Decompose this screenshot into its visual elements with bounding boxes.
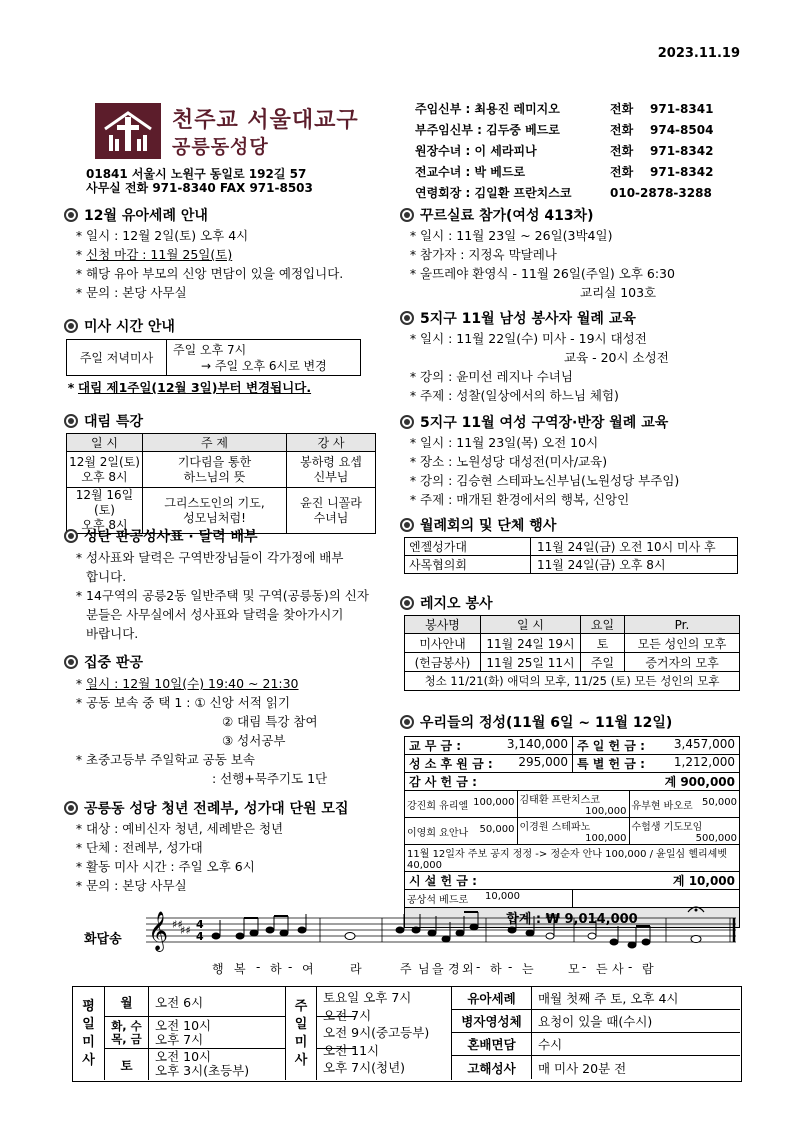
info-line: 공동 보속 중 택 1 : xyxy=(86,695,191,710)
youth-section xyxy=(64,799,404,895)
advent-lecture-section xyxy=(64,412,394,534)
correction-note: 11월 12일자 주보 공지 정정 -> 정순자 안나 100,000 / 윤일심 헬리셰벳 40,000 xyxy=(405,845,739,872)
lyric-syllable: 경 xyxy=(448,962,460,976)
lecture-date: 12월 16일(토) xyxy=(75,488,134,517)
office-contact: 사무실 전화 971-8340 FAX 971-8503 xyxy=(86,181,313,195)
staff-row xyxy=(415,140,745,161)
info-line: 활동 미사 시간 : 주일 오후 6시 xyxy=(86,859,255,874)
infant-baptism-section xyxy=(64,206,394,302)
section-bullet-icon xyxy=(64,208,78,222)
mass-time-table xyxy=(66,339,361,376)
schedule-row xyxy=(105,1017,355,1049)
asterisk-icon: * xyxy=(409,492,417,507)
phone-number: 974-8504 xyxy=(650,122,714,137)
donor-amount: 50,000 xyxy=(702,796,737,808)
table-row xyxy=(405,872,740,890)
asterisk-icon: * xyxy=(409,454,417,469)
staff-row xyxy=(415,182,745,203)
lyric-syllable: 사 xyxy=(612,962,624,976)
lyric-syllable: 행 xyxy=(212,962,224,976)
service-praesidium: 증거자의 모후 xyxy=(625,653,740,672)
service-date: 11월 25일 11시 xyxy=(481,653,581,672)
staff-row xyxy=(415,119,745,140)
sunday-schedule xyxy=(323,989,453,1077)
section-title: 월례회의 및 단체 행사 xyxy=(420,518,557,534)
donor-amount: 10,000 xyxy=(485,891,520,902)
meeting-name: 엔젤성가대 xyxy=(405,538,531,556)
info-line: 분들은 사무실에서 성사표와 달력을 찾아가시기 xyxy=(86,607,344,622)
offering-label: 특 별 헌 금 : xyxy=(577,757,645,771)
info-line: ③ 성서공부 xyxy=(222,733,286,748)
lecture-speaker: 봉하령 요셉 xyxy=(300,454,362,469)
offering-section xyxy=(400,713,745,928)
asterisk-icon: * xyxy=(75,859,83,874)
label-char: 사 xyxy=(294,1052,308,1068)
schedule-time: 토요일 오후 7시 xyxy=(323,990,412,1005)
section-bullet-icon xyxy=(400,311,414,325)
offering-value: 3,457,000 xyxy=(673,737,735,751)
info-line: 대상 : 예비신자 청년, 세례받은 청년 xyxy=(86,821,284,836)
donor-name: 유부현 바오로 xyxy=(631,800,693,812)
section-bullet-icon xyxy=(400,518,414,532)
lyric-syllable: 라 xyxy=(350,962,362,976)
table-row xyxy=(405,773,740,791)
donor-name: 강진희 유리엘 xyxy=(407,800,469,812)
lecture-topic: 하느님의 뜻 xyxy=(183,469,246,484)
info-line: 단체 : 전례부, 성가대 xyxy=(86,840,203,855)
calendar-section xyxy=(64,527,394,643)
mass-time-section xyxy=(64,317,394,397)
church-name-sub: 공릉동성당 xyxy=(172,136,269,158)
info-line: 일시 : 11월 22일(수) 미사 - 19시 대성전 xyxy=(420,331,647,346)
section-bullet-icon xyxy=(64,529,78,543)
lecture-speaker: 수녀님 xyxy=(313,510,349,525)
lecture-speaker: 윤진 니꼴라 xyxy=(300,495,362,510)
info-line: ① 신앙 서적 읽기 xyxy=(194,695,291,710)
donor-name: 김태환 프란치스코 xyxy=(519,795,600,806)
psalm-lyrics xyxy=(212,960,732,977)
donor-name: 공상석 베드로 xyxy=(407,895,469,906)
section-title: 우리들의 정성(11월 6일 ~ 11월 12일) xyxy=(420,715,673,731)
asterisk-icon: * xyxy=(75,821,83,836)
lyric-syllable: - xyxy=(508,960,513,974)
section-bullet-icon xyxy=(400,596,414,610)
lecture-topic: 성모님처럼! xyxy=(183,510,246,525)
facility-label: 시 설 헌 금 : xyxy=(409,874,477,888)
service-name: (헌금봉사) xyxy=(405,653,481,672)
thanks-donors xyxy=(405,791,739,871)
lyric-syllable: 하 xyxy=(270,962,282,976)
table-row xyxy=(405,755,740,773)
label-char: 미 xyxy=(294,1034,308,1050)
asterisk-icon: * xyxy=(67,380,75,395)
lyric-syllable: 외 xyxy=(462,962,474,976)
sacrament-row xyxy=(452,1010,740,1033)
info-line: 신청 마감 : 11월 25일(토) xyxy=(86,247,233,262)
asterisk-icon: * xyxy=(409,266,417,281)
meeting-name: 사목협의회 xyxy=(405,556,531,574)
asterisk-icon: * xyxy=(75,840,83,855)
section-bullet-icon xyxy=(64,655,78,669)
lyric-syllable: 여 xyxy=(302,962,314,976)
svg-text:4: 4 xyxy=(196,930,204,943)
asterisk-icon: * xyxy=(75,695,83,710)
service-name: 미사안내 xyxy=(405,634,481,653)
schedule-time: 오전 11시 xyxy=(323,1042,380,1058)
section-bullet-icon xyxy=(400,415,414,429)
phone-number: 971-8342 xyxy=(650,143,714,158)
church-logo xyxy=(95,103,161,159)
section-bullet-icon xyxy=(64,414,78,428)
phone-number: 010-2878-3288 xyxy=(610,185,712,200)
staff-row xyxy=(415,98,745,119)
schedule-time: 오후 3시(초등부) xyxy=(155,1063,250,1078)
lyric-syllable: - xyxy=(582,960,587,974)
info-line: 주제 : 성찰(일상에서의 하느님 체험) xyxy=(420,388,619,403)
lyric-syllable: 을 xyxy=(432,962,444,976)
mass-after: → 주일 오후 6시로 변경 xyxy=(201,358,327,373)
sacrament-row xyxy=(452,987,740,1010)
info-line: 장소 : 노원성당 대성전(미사/교육) xyxy=(420,454,608,469)
donor-amount: 500,000 xyxy=(695,833,737,844)
table-header: 일 시 xyxy=(481,616,581,634)
asterisk-icon: * xyxy=(75,285,83,300)
sacrament-desc: 매 미사 20분 전 xyxy=(538,1060,627,1076)
lecture-table xyxy=(66,433,376,534)
section-bullet-icon xyxy=(400,208,414,222)
confession-section xyxy=(64,653,394,788)
lyric-syllable: 모 xyxy=(568,962,580,976)
sacrament-name: 병자영성체 xyxy=(452,1010,532,1032)
section-title: 집중 판공 xyxy=(84,655,143,671)
phone-label: 전화 xyxy=(610,144,634,158)
schedule-time: 오전 9시(중고등부) xyxy=(323,1025,430,1040)
info-line: 주제 : 매개된 환경에서의 행복, 신앙인 xyxy=(420,492,630,507)
asterisk-icon: * xyxy=(75,550,83,565)
info-line: 교육 - 20시 소성전 xyxy=(564,350,669,365)
church-address: 01841 서울시 노원구 동일로 192길 57 xyxy=(86,167,307,181)
schedule-time: 오전 10시 xyxy=(155,1018,212,1033)
table-header: Pr. xyxy=(625,616,740,634)
info-line: 일시 : 11월 23일 ~ 26일(3박4일) xyxy=(420,228,613,243)
facility-total: 계 10,000 xyxy=(672,874,735,888)
info-line: 성사표와 달력은 구역반장님들이 각가정에 배부 xyxy=(86,550,344,565)
lyric-syllable: - xyxy=(628,960,633,974)
asterisk-icon: * xyxy=(409,388,417,403)
women-education-section xyxy=(400,413,745,509)
section-title: 성탄 판공성사표 · 달력 배부 xyxy=(84,529,258,545)
info-line: 참가자 : 지정옥 막달레나 xyxy=(420,247,557,262)
schedule-day: 월 xyxy=(105,987,149,1016)
offering-value: 3,140,000 xyxy=(506,737,568,751)
church-address-block xyxy=(86,167,313,195)
legio-table xyxy=(404,615,740,691)
info-line: 강의 : 김승현 스테파노신부님(노원성당 부주임) xyxy=(420,473,680,488)
phone-number: 971-8341 xyxy=(650,101,714,116)
lyric-syllable: - xyxy=(476,960,481,974)
phone-label: 전화 xyxy=(610,123,634,137)
mass-change-cell xyxy=(167,340,361,376)
label-char: 평 xyxy=(82,998,95,1014)
donor-amount: 100,000 xyxy=(585,833,627,844)
donor-amount: 50,000 xyxy=(479,823,515,835)
sacrament-name: 고해성사 xyxy=(452,1056,532,1079)
table-header: 봉사명 xyxy=(405,616,481,634)
table-header: 강 사 xyxy=(287,434,376,452)
schedule-day: 토 xyxy=(105,1049,149,1080)
thanks-total: 계 900,000 xyxy=(664,775,735,789)
lyric-syllable: 하 xyxy=(490,962,502,976)
table-row xyxy=(405,737,740,755)
schedule-time: 오전 6시 xyxy=(155,994,204,1010)
sacrament-desc: 매월 첫째 주 토, 오후 4시 xyxy=(538,991,679,1006)
sacrament-row xyxy=(452,1056,740,1079)
lyric-syllable: 복 xyxy=(234,962,246,976)
sacrament-desc: 요청이 있을 때(수시) xyxy=(538,1014,653,1029)
info-line: 문의 : 본당 사무실 xyxy=(86,878,187,893)
section-title: 미사 시간 안내 xyxy=(84,319,175,335)
label-char: 미 xyxy=(82,1034,95,1050)
sacraments-table xyxy=(451,987,740,1080)
mass-change-note: 대림 제1주일(12월 3일)부터 변경됩니다. xyxy=(78,380,312,395)
asterisk-icon: * xyxy=(409,435,417,450)
schedule-time: 오전 10시 xyxy=(155,1049,212,1064)
info-line: 울뜨레야 환영식 - 11월 26일(주일) 오후 6:30 xyxy=(420,266,675,281)
donor-row xyxy=(405,818,739,845)
info-line: 일시 : 11월 23일(목) 오전 10시 xyxy=(420,435,599,450)
schedule-time: 오전 7시 xyxy=(323,1007,372,1023)
info-line: 해당 유아 부모의 신앙 면담이 있을 예정입니다. xyxy=(86,266,344,281)
section-title: 꾸르실료 참가(여성 413차) xyxy=(420,208,594,224)
label-char: 사 xyxy=(82,1052,95,1068)
bulletin-date: 2023.11.19 xyxy=(657,46,740,61)
asterisk-icon: * xyxy=(75,676,83,691)
service-date: 11월 24일 19시 xyxy=(481,634,581,653)
donor-amount: 100,000 xyxy=(585,806,627,817)
asterisk-icon: * xyxy=(75,588,83,603)
lyric-syllable: 든 xyxy=(596,962,608,976)
info-line: ② 대림 특강 참여 xyxy=(222,714,318,729)
svg-text:♯♯: ♯♯ xyxy=(172,918,183,931)
schedule-time: 오후 7시 xyxy=(155,1032,204,1047)
weekday-mass-label xyxy=(73,987,105,1080)
donor-name: 수험생 기도모임 xyxy=(631,822,703,833)
phone-label: 전화 xyxy=(610,102,634,116)
table-header: 일 시 xyxy=(67,434,143,452)
offering-value: 1,212,000 xyxy=(673,755,735,769)
service-day: 토 xyxy=(581,634,625,653)
donor-row xyxy=(405,845,739,872)
donor-name: 이경원 스테파노 xyxy=(519,822,591,833)
table-row xyxy=(405,672,740,691)
staff-role: 주임신부 : 최용진 레미지오 xyxy=(415,102,560,116)
info-line: 바랍니다. xyxy=(86,626,139,641)
meetings-table xyxy=(404,537,738,574)
sacrament-row xyxy=(452,1033,740,1056)
phone-label: 전화 xyxy=(610,165,634,179)
svg-text:𝄞: 𝄞 xyxy=(148,911,169,951)
meeting-time: 11월 24일(금) 오전 10시 미사 후 xyxy=(531,538,738,556)
asterisk-icon: * xyxy=(409,247,417,262)
church-name-main: 천주교 서울대교구 xyxy=(172,108,359,133)
service-praesidium: 모든 성인의 모후 xyxy=(625,634,740,653)
lyric-syllable: - xyxy=(288,960,293,974)
label-char: 일 xyxy=(82,1016,95,1032)
staff-role: 연령회장 : 김일환 프란치스코 xyxy=(415,186,572,200)
schedule-day: 화, 수 목, 금 xyxy=(105,1017,149,1048)
church-emblem-icon xyxy=(95,103,161,159)
cursillo-section xyxy=(400,206,745,302)
sacrament-name: 유아세례 xyxy=(452,987,532,1009)
sacrament-name: 혼배면담 xyxy=(452,1033,532,1055)
asterisk-icon: * xyxy=(75,878,83,893)
mass-schedule-box xyxy=(72,986,742,1082)
lyric-syllable: - xyxy=(256,960,261,974)
donor-row xyxy=(405,791,739,818)
asterisk-icon: * xyxy=(75,247,83,262)
staff-role: 원장수녀 : 이 세라피나 xyxy=(415,144,537,158)
table-row xyxy=(405,634,740,653)
grand-total: 합계 : ₩ 9,014,000 xyxy=(405,908,740,928)
info-line: 14구역의 공릉2동 일반주택 및 구역(공릉동)의 신자 xyxy=(86,588,369,603)
lecture-time: 오후 8시 xyxy=(81,469,128,484)
weekday-schedule xyxy=(105,987,355,1080)
asterisk-icon: * xyxy=(409,369,417,384)
info-line: 강의 : 윤미선 레지나 수녀님 xyxy=(420,369,573,384)
thanks-label: 감 사 헌 금 : xyxy=(409,775,477,789)
asterisk-icon: * xyxy=(409,473,417,488)
mass-before: 주일 오후 7시 xyxy=(173,342,247,357)
svg-text:4: 4 xyxy=(196,918,204,931)
info-line: 초중고등부 주일학교 공동 보속 xyxy=(86,752,255,767)
section-title: 공릉동 성당 청년 전례부, 성가대 단원 모집 xyxy=(84,801,349,817)
label-char: 주 xyxy=(294,998,308,1014)
table-row xyxy=(67,452,376,488)
schedule-row xyxy=(105,1049,355,1080)
legio-section xyxy=(400,594,745,691)
section-bullet-icon xyxy=(64,319,78,333)
sunday-mass-label xyxy=(285,987,317,1080)
info-line: 문의 : 본당 사무실 xyxy=(86,285,187,300)
asterisk-icon: * xyxy=(75,228,83,243)
lecture-topic: 그리스도인의 기도, xyxy=(164,495,265,510)
staff-row xyxy=(415,161,745,182)
men-education-section xyxy=(400,309,745,405)
asterisk-icon: * xyxy=(409,331,417,346)
info-line: : 선행+묵주기도 1단 xyxy=(212,771,328,786)
svg-text:♯♯: ♯♯ xyxy=(180,924,191,937)
table-header: 주 제 xyxy=(143,434,287,452)
staff-role: 전교수녀 : 박 베드로 xyxy=(415,165,526,179)
info-line: 일시 : 12월 10일(수) 19:40 ~ 21:30 xyxy=(86,676,299,691)
section-title: 5지구 11월 남성 봉사자 월례 교육 xyxy=(420,311,636,327)
section-title: 대림 특강 xyxy=(84,414,143,430)
table-row xyxy=(405,538,738,556)
offering-label: 주 일 헌 금 : xyxy=(577,739,645,753)
meetings-section xyxy=(400,516,745,574)
info-line: 일시 : 12월 2일(토) 오후 4시 xyxy=(86,228,249,243)
mass-label: 주일 저녁미사 xyxy=(67,340,167,376)
offering-label: 교 무 금 : xyxy=(409,739,462,753)
schedule-time: 오후 7시(청년) xyxy=(323,1060,406,1075)
lyric-syllable: 는 xyxy=(522,962,534,976)
section-title: 레지오 봉사 xyxy=(420,596,493,612)
label-char: 일 xyxy=(294,1016,308,1032)
section-bullet-icon xyxy=(400,715,414,729)
phone-number: 971-8342 xyxy=(650,164,714,179)
offering-label: 성 소 후 원 금 : xyxy=(409,757,493,771)
table-row xyxy=(405,653,740,672)
staff-directory xyxy=(415,98,745,203)
sacrament-desc: 수시 xyxy=(538,1037,563,1052)
donor-name: 이영희 요안나 xyxy=(407,827,469,839)
schedule-row xyxy=(105,987,355,1017)
lyric-syllable: 님 xyxy=(418,962,430,976)
lyric-syllable: 주 xyxy=(400,962,412,976)
staff-role: 부주임신부 : 김두중 베드로 xyxy=(415,123,560,137)
section-title: 12월 유아세례 안내 xyxy=(84,208,208,224)
table-header: 요일 xyxy=(581,616,625,634)
info-line: 합니다. xyxy=(86,569,127,584)
meeting-time: 11월 24일(금) 오후 8시 xyxy=(531,556,738,574)
section-bullet-icon xyxy=(64,801,78,815)
donor-amount: 100,000 xyxy=(473,796,515,808)
responsorial-psalm xyxy=(84,898,744,978)
lecture-speaker: 신부님 xyxy=(313,469,349,484)
asterisk-icon: * xyxy=(409,228,417,243)
lecture-topic: 기다림을 통한 xyxy=(177,454,252,469)
table-row xyxy=(405,556,738,574)
info-line: 교리실 103호 xyxy=(580,285,657,300)
lyric-syllable: 람 xyxy=(642,962,654,976)
psalm-label: 화답송 xyxy=(84,932,122,947)
cleaning-note: 청소 11/21(화) 애덕의 모후, 11/25 (토) 모든 성인의 모후 xyxy=(405,672,740,691)
section-title: 5지구 11월 여성 구역장·반장 월례 교육 xyxy=(420,415,669,431)
lecture-date: 12월 2일(토) xyxy=(69,454,140,469)
asterisk-icon: * xyxy=(75,266,83,281)
lecture-time: 오후 8시 xyxy=(81,518,128,532)
service-day: 주일 xyxy=(581,653,625,672)
asterisk-icon: * xyxy=(75,752,83,767)
offering-value: 295,000 xyxy=(518,755,568,769)
